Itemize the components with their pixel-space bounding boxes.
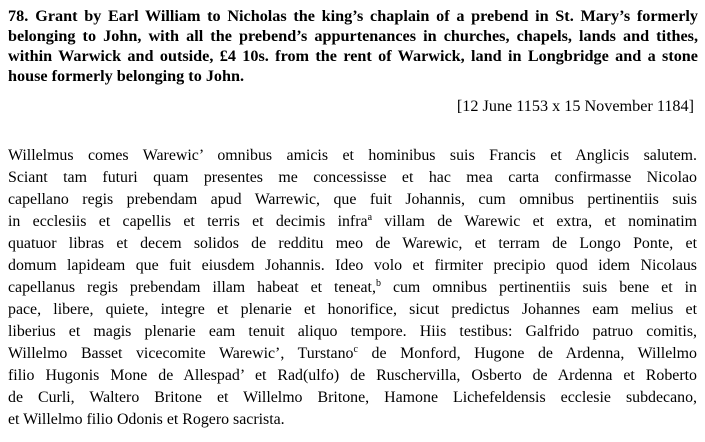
charter-line: domum lapideam que fuit eiusdem Johannis. Ideo volo et firmiter precipio quod idem Nicolaus [8,257,697,274]
footnote-marker: c [353,344,358,355]
footnote-marker: b [375,278,381,289]
charter-text [8,145,697,431]
footnote-marker: a [367,212,373,223]
entry-heading [8,6,698,86]
charter-line: Willelmo Basset vicecomite Warewic’, Turstano$^c$ de Monford, Hugone de Ardenna, Willelmo [8,344,697,362]
charter-line: liberius et magis plenarie eam tenuit aliquo tempore. Hiis testibus: Galfrido patruo comitis, [8,323,697,340]
charter-line: Sciant tam futuri quam presentes me concessisse et hac mea carta confirmasse Nicolao [8,169,697,186]
charter-line: pace, libere, quiete, integre et plenarie et honorifice, sicut predictus Johannes eam melius et [8,301,697,318]
charter-line: quatuor libras et decem solidos de redditu meo de Warewic, et terram de Longo Ponte, et [8,235,697,252]
charter-line: Willelmus comes Warewic’ omnibus amicis et hominibus suis Francis et Anglicis salutem. [8,147,697,164]
charter-line: et Willelmo filio Odonis et Rogero sacrista. [8,411,285,428]
entry-heading-text: Grant by Earl William to Nicholas the king’s chaplain of a prebend in St. Mary’s formerly belonging to John, with all the prebend’s appurtenances in churches, chapels, lands and tithes, within Warwick and outside, £4 10s. from the rent of Warwick, land in Longbridge and a stone house formerly belonging to John. [8,7,698,85]
charter-line: de Curli, Waltero Britone et Willelmo Britone, Hamone Lichefeldensis ecclesie subdecano, [8,389,697,406]
charter-line: capellano regis prebendam apud Warrewic, que fuit Johannis, cum omnibus pertinentiis suis [8,191,697,208]
charter-line: capellanus regis prebendam illam habeat et teneat,$^b$ cum omnibus pertinentiis suis bene et in [8,278,697,296]
charter-line: in ecclesiis et capellis et terris et decimis infra$^a$ villam de Warewic et extra, et nominatim [8,212,697,230]
entry-date: [12 June 1153 x 15 November 1184] [456,97,694,115]
entry-number: 78. [8,7,29,25]
charter-line: filio Hugonis Mone de Allespad’ et Rad(ulfo) de Ruschervilla, Osberto de Ardenna et Roberto [8,367,697,384]
